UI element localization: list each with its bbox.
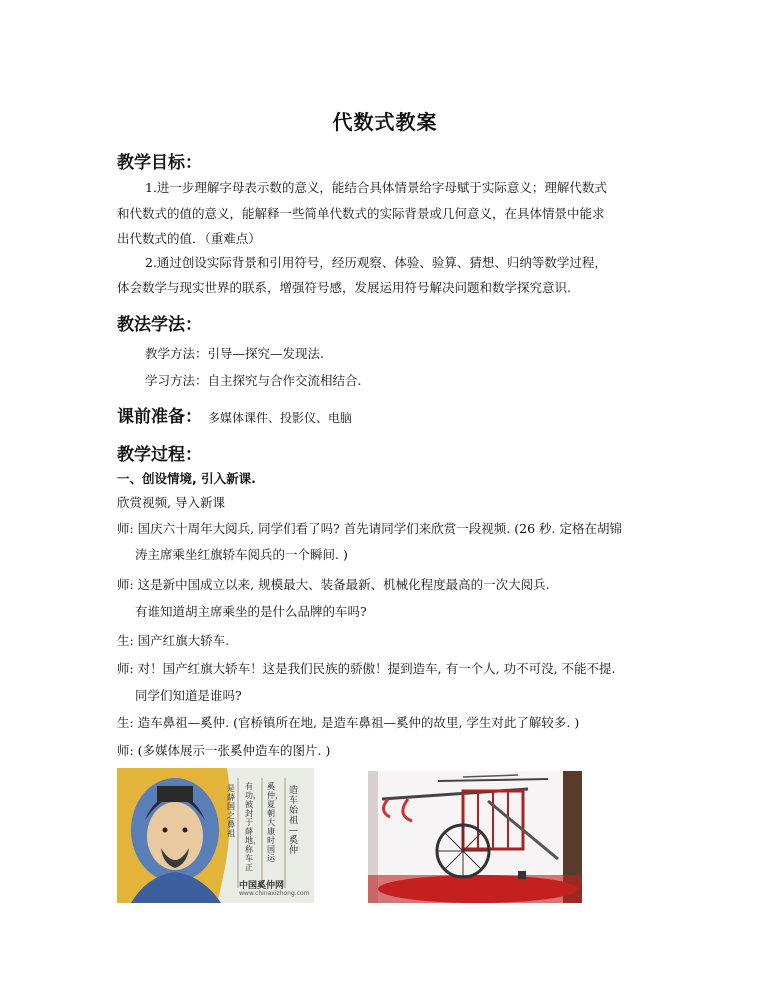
portrait-watermark: 中国奚仲网 <box>239 881 285 891</box>
process-line: 欣赏视频, 导入新课 <box>117 495 225 510</box>
goal1-line2: 和代数式的值的意义，能解释一些简单代数式的实际背景或几何意义，在具体情景中能求 <box>117 206 605 221</box>
process-line: 生: 国产红旗大轿车. <box>117 633 230 648</box>
prep-text: 多媒体课件、投影仪、电脑 <box>208 411 353 425</box>
process-line: 同学们知道是谁吗? <box>135 688 242 703</box>
goal2-line2: 体会数学与现实世界的联系，增强符号感，发展运用符号解决问题和数学探究意识. <box>117 280 571 295</box>
goal2-line1: 2.通过创设实际背景和引用符号，经历观察、体验、验算、猜想、归纳等数学过程， <box>145 255 607 270</box>
portrait-url: www.chinaxizhong.com <box>239 890 310 897</box>
methods-heading: 教法学法： <box>117 315 202 335</box>
carriage-illustration <box>368 771 582 903</box>
process-line: 有谁知道胡主席乘坐的是什么品牌的车吗? <box>135 604 367 619</box>
teach-method: 教学方法：引导—探究—发现法. <box>145 346 324 361</box>
process-line: 生: 造车鼻祖—奚仲. (官桥镇所在地, 是造车鼻祖—奚仲的故里, 学生对此了解较多. ) <box>117 715 580 730</box>
process-line: 师: 国庆六十周年大阅兵, 同学们看了吗? 首先请同学们来欣赏一段视频. (26 秒. 定格在胡锦 <box>117 521 622 536</box>
portrait-text-col4: 是薛国之鼻祖 <box>227 784 235 838</box>
process-line: 涛主席乘坐红旗轿车阅兵的一个瞬间. ) <box>135 547 348 562</box>
portrait-illustration <box>117 768 314 903</box>
xizhong-portrait-image <box>117 768 314 903</box>
page-title: 代数式教案 <box>332 110 438 134</box>
prep-heading-label: 课前准备： <box>117 407 202 427</box>
prep-heading <box>117 402 352 427</box>
process-line: 师: 对！国产红旗大轿车！这是我们民族的骄傲！提到造车, 有一个人, 功不可没, 不能不提. <box>117 661 616 676</box>
process-line: 师: 这是新中国成立以来, 规模最大、装备最新、机械化程度最高的一次大阅兵. <box>117 577 550 592</box>
portrait-text-col1: 造车始祖—奚仲 <box>289 786 299 856</box>
process-line: 师: (多媒体展示一张奚仲造车的图片. ) <box>117 743 331 758</box>
goal1-line3: 出代数式的值．（重难点） <box>117 231 261 246</box>
portrait-text-col3: 有功，被封于薛地，称车正 <box>245 782 261 872</box>
ancient-carriage-image <box>368 771 582 903</box>
part1-heading: 一、创设情境, 引入新课. <box>117 471 256 486</box>
goals-heading: 教学目标： <box>117 153 202 173</box>
process-heading: 教学过程： <box>117 445 202 465</box>
goal1-line1: 1.进一步理解字母表示数的意义，能结合具体情景给字母赋于实际意义；理解代数式 <box>145 180 607 195</box>
portrait-text-col2: 奚仲，夏朝大康时国运 <box>267 782 283 863</box>
learn-method: 学习方法：自主探究与合作交流相结合. <box>145 373 362 388</box>
